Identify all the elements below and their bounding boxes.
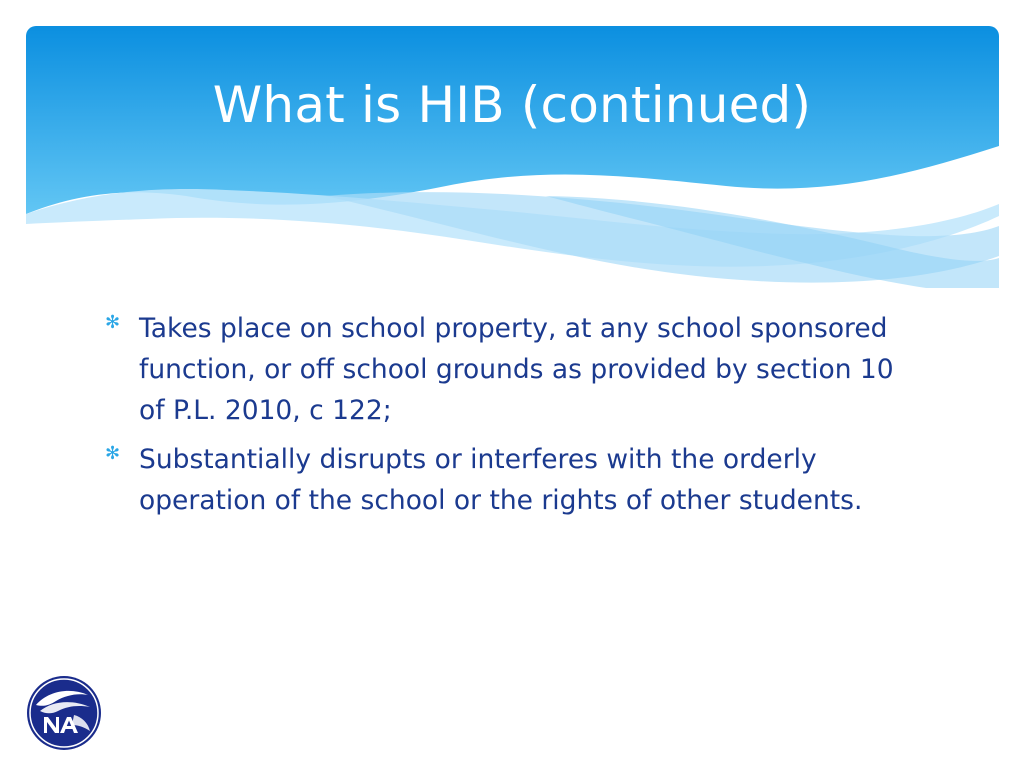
bullet-text: Substantially disrupts or interferes with the orderly operation of the school or the rights of other students. [139,444,863,516]
asterisk-bullet-icon: ✻ [105,443,121,464]
bullet-list [105,308,895,529]
slide-title: What is HIB (continued) [212,76,812,134]
header-wave-banner [26,26,999,288]
school-mascot-logo-icon [26,675,102,751]
asterisk-bullet-icon: ✻ [105,312,121,333]
list-item [105,308,895,431]
list-item [105,439,895,521]
bullet-text: Takes place on school property, at any school sponsored function, or off school grounds as provided by section 10 of P.L. 2010, c 122; [139,313,894,426]
